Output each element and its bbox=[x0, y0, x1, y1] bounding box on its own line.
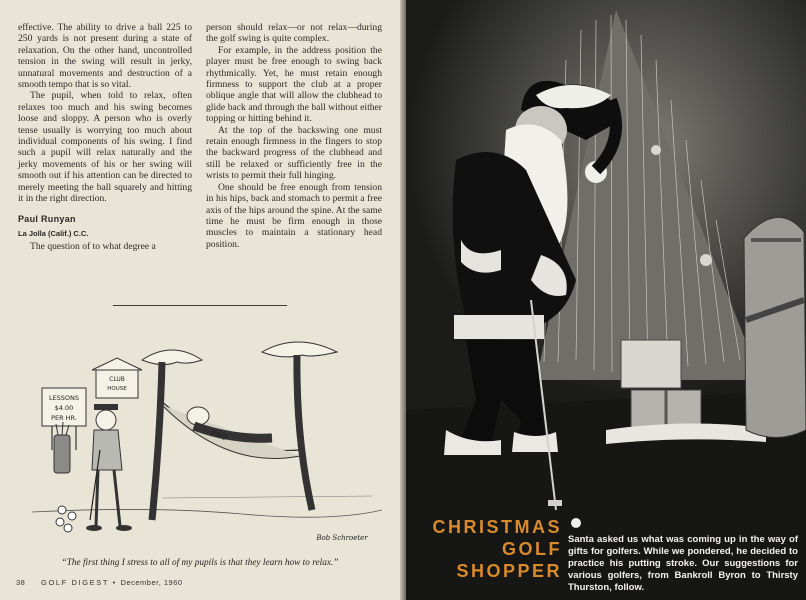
page-footer bbox=[16, 578, 183, 587]
shirt-text: PRO bbox=[209, 429, 228, 443]
golf-bag-icon bbox=[54, 422, 70, 473]
paragraph: effective. The ability to drive a ball 225 to 250 yards is not present during a state of relaxation. On the other hand, uncontrolled tension in the swing will result in jerky, unnatural movements and destruction of a smooth tempo that is so vital. bbox=[18, 22, 192, 91]
paragraph: The pupil, when told to relax, often relaxes too much and his swing becomes loose and sloppy. A person who is overly tense usually is worrying too much about individual components of his swing. I find such a pupil will relax naturally and the jerky movements of his or her swing will smooth out if his attention can be directed to merely meeting the ball squarely and hitting it in the right direction. bbox=[18, 90, 192, 205]
sign-text: LESSONS bbox=[48, 394, 80, 402]
golf-pro-cartoon bbox=[12, 330, 388, 555]
clubhouse-sign bbox=[92, 358, 142, 398]
headline-line: SHOPPER bbox=[456, 561, 562, 581]
headline-line: GOLF bbox=[502, 539, 562, 559]
paragraph: person should relax—or not relax—during the golf swing is quite complex. bbox=[206, 22, 382, 45]
paragraph: At the top of the backswing one must retain enough firmness in the fingers to stop the backward progress of the clubhead and still be relaxed or sufficiently free in the wrists to permit their full hinging. bbox=[206, 124, 382, 182]
article-blurb: Santa asked us what was coming up in the way of gifts for golfers. While we pondered, he decided to practice his putting stroke. Our suggestions for various golfers, from Bankroll Byron to Thirsty Thurston, follow. bbox=[568, 534, 798, 593]
author-name: Paul Runyan bbox=[18, 213, 76, 224]
tree-left bbox=[142, 350, 202, 520]
artist-signature: Bob Schroeter bbox=[316, 534, 368, 542]
left-page bbox=[0, 0, 400, 600]
sign-text: HOUSE bbox=[107, 386, 127, 392]
tree-right bbox=[262, 342, 337, 510]
footer-separator: • bbox=[112, 578, 117, 587]
author-club: La Jolla (Calif.) C.C. bbox=[18, 228, 89, 238]
sign-text: CLUB bbox=[109, 376, 125, 383]
golf-pro-figure bbox=[86, 404, 132, 531]
paragraph: The question of to what degree a bbox=[30, 241, 156, 253]
paragraph: For example, in the address position the player must be free enough to swing back rhythmically. Yet, he must retain enough firmness to support the club at a proper oblique angle that will allow the clubhead to glide back and through the ball without either topping or hitting behind it. bbox=[206, 44, 382, 125]
golf-balls-icon bbox=[56, 506, 76, 532]
cartoon-caption: “The first thing I stress to all of my pupils is that they learn how to relax.” bbox=[61, 558, 339, 568]
magazine-name: GOLF DIGEST bbox=[41, 578, 109, 587]
right-page bbox=[406, 0, 806, 600]
issue-date: December, 1960 bbox=[120, 578, 183, 587]
santa-putting-photo-icon bbox=[406, 0, 806, 600]
text-column-left bbox=[18, 22, 192, 253]
text-column-right bbox=[206, 22, 382, 250]
hammock-icon bbox=[160, 400, 300, 458]
page-number: 38 bbox=[16, 578, 26, 587]
golf-bag-icon bbox=[744, 217, 806, 437]
divider-rule bbox=[113, 305, 287, 306]
headline bbox=[433, 516, 563, 582]
headline-line: CHRISTMAS bbox=[432, 517, 562, 537]
paragraph: One should be free enough from tension in his hips, back and stomach to permit a free axis of the hips around the spine. At the same time he must be firm enough in those muscles to maintain a stationary head position. bbox=[206, 181, 382, 250]
sign-text: $4.00 bbox=[54, 404, 74, 412]
sign-text: PER HR. bbox=[51, 414, 77, 422]
